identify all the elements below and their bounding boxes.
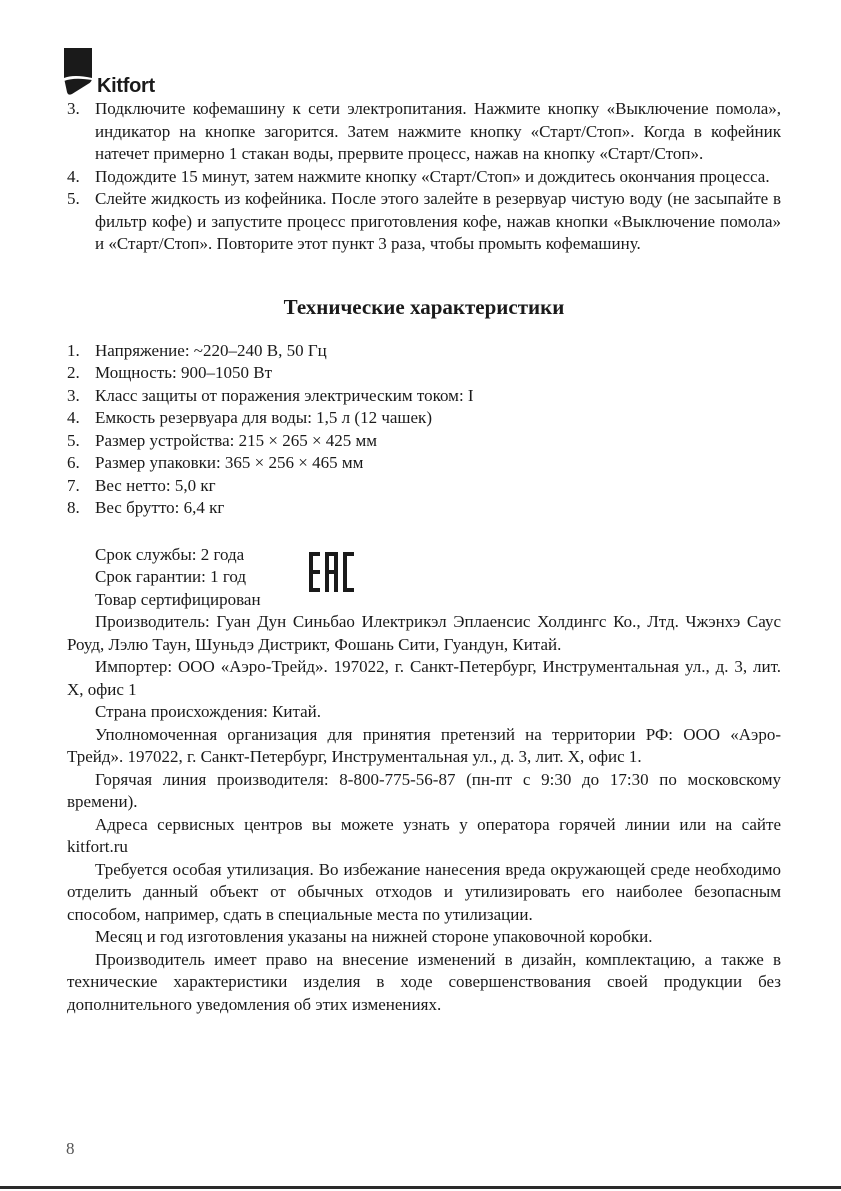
hotline-info: Горячая линия производителя: 8-800-775-56-87 (пн-пт с 9:30 до 17:30 по московскому времени). — [67, 769, 781, 811]
kitfort-logo-icon — [64, 48, 92, 96]
list-item — [67, 188, 781, 256]
list-item — [67, 475, 781, 498]
list-item-number: 3. — [67, 99, 80, 118]
list-item — [67, 497, 781, 520]
list-item-number: 4. — [67, 166, 80, 186]
service-centers-info: Адреса сервисных центров вы можете узнать у оператора горячей линии или на сайте kitfort.ru — [67, 814, 781, 856]
list-item — [67, 166, 781, 189]
importer-info: Импортер: ООО «Аэро-Трейд». 197022, г. Санкт-Петербург, Инструментальная ул., д. 3, лит. Х, офис 1 — [67, 657, 781, 699]
list-item-text: Размер устройства: 215 × 265 × 425 мм — [95, 430, 378, 450]
list-item-text: Размер упаковки: 365 × 256 × 465 мм — [95, 453, 364, 472]
list-item-text: Слейте жидкость из кофейника. После этого залейте в резервуар чистую воду (не засыпайте в фильтр кофе) и запустите процесс приготовления кофе, нажав кнопки «Выключение помола» и «Старт/Стоп». Повторите этот пункт 3 раза, чтобы промыть кофемашину. — [95, 189, 781, 253]
list-item-number: 6. — [67, 453, 80, 472]
list-item-number: 5. — [67, 430, 80, 450]
bottom-divider — [0, 1186, 841, 1189]
page-content — [67, 98, 781, 1016]
changes-disclaimer: Производитель имеет право на внесение изменений в дизайн, комплектацию, а также в технические характеристики изделия в ходе совершенствования своей продукции без дополнительного уведомления об этих изменениях. — [67, 949, 781, 1014]
list-item-text: Вес брутто: 6,4 кг — [95, 498, 225, 517]
page-number: 8 — [66, 1139, 75, 1158]
list-item-text: Напряжение: ~220–240 В, 50 Гц — [95, 340, 327, 360]
manufacture-date-info: Месяц и год изготовления указаны на нижней стороне упаковочной коробки. — [95, 927, 653, 946]
service-life: Срок службы: 2 года — [95, 544, 245, 564]
brand-name: Kitfort — [97, 75, 155, 97]
list-item-text: Вес нетто: 5,0 кг — [95, 475, 216, 495]
list-item — [67, 452, 781, 475]
specs-list — [67, 340, 781, 520]
list-item-text: Подключите кофемашину к сети электропитания. Нажмите кнопку «Выключение помола», индикатор на кнопке загорится. Затем нажмите кнопку «Старт/Стоп». Когда в кофейник натечет примерно 1 стакан воды, прервите процесс, нажав на кнопку «Старт/Стоп». — [95, 99, 781, 163]
warranty-block — [67, 544, 781, 612]
certification-note: Товар сертифицирован — [95, 589, 261, 609]
list-item-number: 8. — [67, 498, 80, 517]
list-item — [67, 430, 781, 453]
list-item-number: 7. — [67, 475, 80, 495]
disposal-info: Требуется особая утилизация. Во избежание нанесения вреда окружающей среде необходимо отделить данный объект от обычных отходов и утилизировать его наиболее безопасным способом, например, сдать в специальные места по утилизации. — [67, 859, 781, 924]
list-item-text: Мощность: 900–1050 Вт — [95, 363, 273, 382]
info-section — [67, 544, 781, 1017]
list-item-number: 4. — [67, 408, 80, 427]
eac-mark-icon — [309, 552, 355, 592]
authorized-organization: Уполномоченная организация для принятия претензий на территории РФ: ООО «Аэро-Трейд». 197022, г. Санкт-Петербург, Инструментальная ул., д. 3, лит. Х, офис 1. — [67, 724, 781, 766]
list-item — [67, 407, 781, 430]
list-item — [67, 98, 781, 166]
country-of-origin: Страна происхождения: Китай. — [95, 702, 322, 721]
list-item — [67, 362, 781, 385]
list-item — [67, 385, 781, 408]
warranty-period: Срок гарантии: 1 год — [95, 567, 247, 586]
list-item-text: Подождите 15 минут, затем нажмите кнопку «Старт/Стоп» и дождитесь окончания процесса. — [95, 166, 770, 186]
list-item-number: 2. — [67, 363, 80, 382]
list-item — [67, 340, 781, 363]
specs-heading: Технические характеристики — [283, 294, 565, 319]
list-item-number: 3. — [67, 385, 80, 405]
list-item-number: 1. — [67, 340, 80, 360]
list-item-number: 5. — [67, 189, 80, 208]
steps-list — [67, 98, 781, 256]
list-item-text: Емкость резервуара для воды: 1,5 л (12 чашек) — [95, 408, 432, 427]
list-item-text: Класс защиты от поражения электрическим током: I — [95, 385, 474, 405]
manufacturer-info: Производитель: Гуан Дун Синьбао Илектрикэл Эплаенсис Холдингс Ко., Лтд. Чжэнхэ Саус Роуд, Лэлю Таун, Шуньдэ Дистрикт, Фошань Сити, Гуандун, Китай. — [67, 612, 781, 654]
